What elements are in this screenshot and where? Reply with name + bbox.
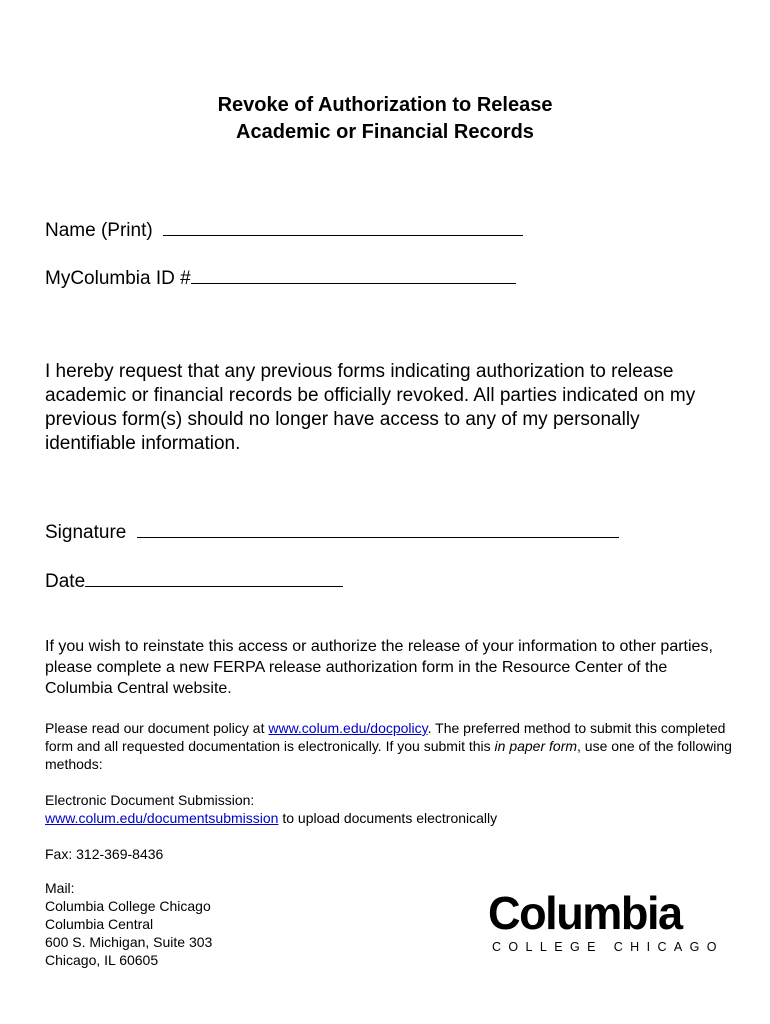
- mail-line-4: Chicago, IL 60605: [45, 952, 159, 968]
- logo-subtitle: COLLEGE CHICAGO: [492, 940, 724, 954]
- columbia-logo: [488, 887, 724, 954]
- logo-wordmark: Columbia: [488, 887, 682, 939]
- policy-prefix: Please read our document policy at: [45, 720, 269, 736]
- fax-number: Fax: 312-369-8436: [45, 846, 164, 862]
- revoke-request-paragraph: I hereby request that any previous forms indicating authorization to release academic or financial records be officially revoked. All parties indicated on my previous form(s) should no longer have access to any of my personally identifiable information.: [45, 361, 696, 454]
- policy-middle: . The preferred method to submit this completed form and all requested documentation is electronically. If you submit this: [45, 720, 726, 754]
- mail-line-2: Columbia Central: [45, 916, 154, 932]
- date-input-line[interactable]: [85, 569, 343, 587]
- mail-heading: Mail:: [45, 880, 75, 896]
- name-field: [45, 218, 523, 242]
- form-title-line-1: Revoke of Authorization to Release: [217, 94, 553, 116]
- policy-italic: in paper form: [494, 738, 578, 754]
- docpolicy-link[interactable]: www.colum.edu/docpolicy: [268, 720, 428, 736]
- date-field: [45, 569, 343, 593]
- document-submission-link[interactable]: www.colum.edu/documentsubmission: [45, 810, 279, 826]
- id-label: MyColumbia ID #: [45, 268, 191, 289]
- form-title-line-2: Academic or Financial Records: [236, 121, 534, 143]
- electronic-heading: Electronic Document Submission:: [45, 792, 255, 808]
- reinstate-paragraph: If you wish to reinstate this access or authorize the release of your information to other parties, please complete a new FERPA release authorization form in the Resource Center of the Columbia Central website.: [45, 638, 713, 697]
- id-input-line[interactable]: [191, 266, 516, 284]
- signature-label: Signature: [45, 522, 127, 543]
- name-label: Name (Print): [45, 220, 153, 241]
- policy-suffix: , use one of the following methods:: [45, 738, 732, 772]
- date-label: Date: [45, 571, 86, 592]
- electronic-suffix: to upload documents electronically: [278, 810, 498, 826]
- id-field: [45, 266, 516, 290]
- document-policy-paragraph: [45, 719, 735, 773]
- signature-field: [45, 520, 619, 544]
- mail-line-1: Columbia College Chicago: [45, 898, 211, 914]
- electronic-submission-block: [45, 791, 735, 827]
- mail-line-3: 600 S. Michigan, Suite 303: [45, 934, 213, 950]
- name-input-line[interactable]: [163, 218, 523, 236]
- signature-input-line[interactable]: [137, 520, 619, 538]
